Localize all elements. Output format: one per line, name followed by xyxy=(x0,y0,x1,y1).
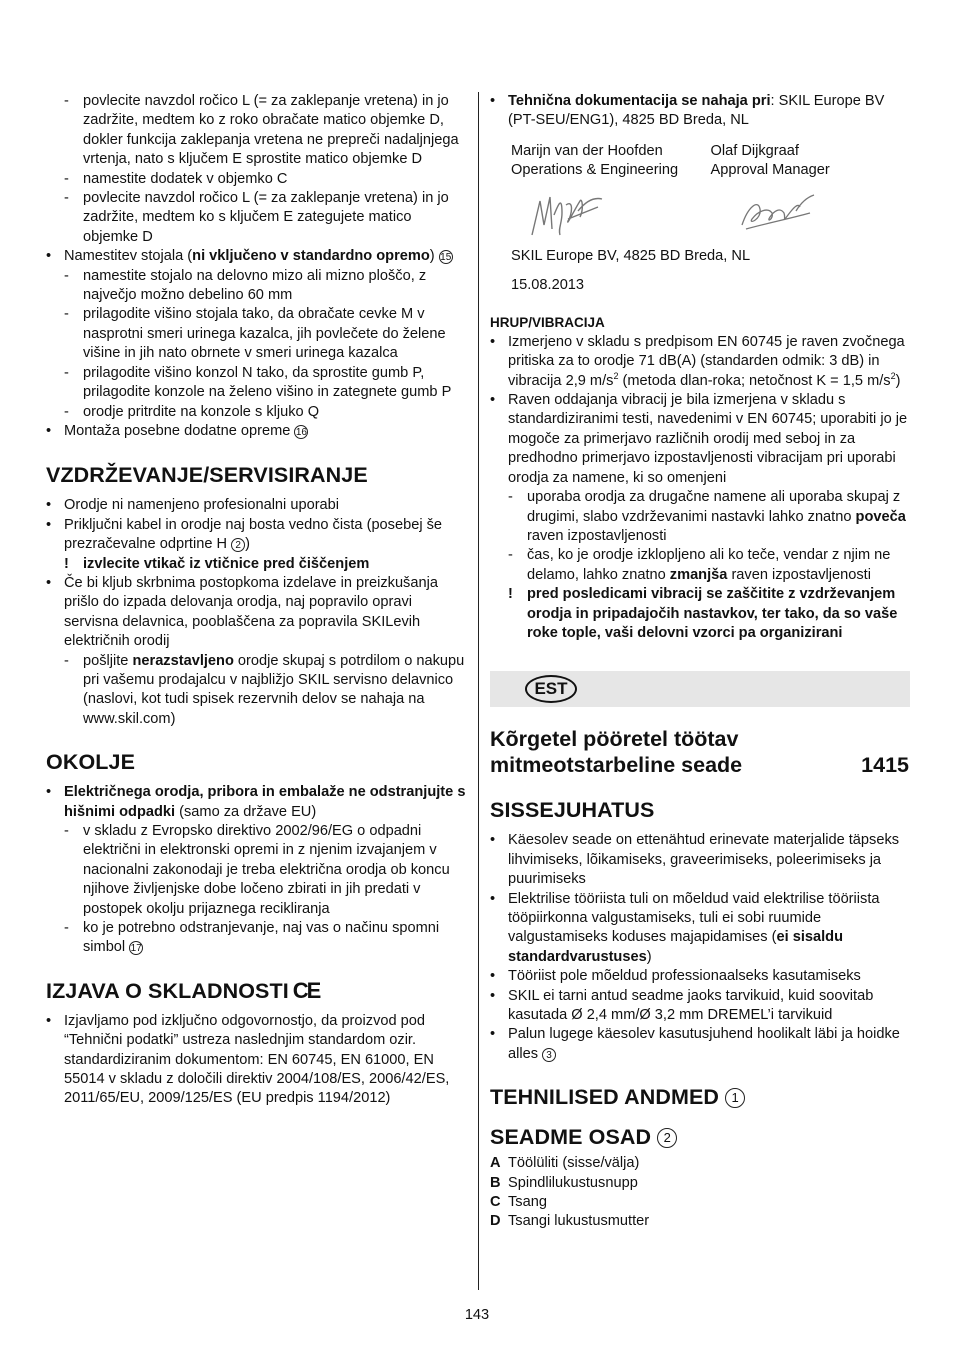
part-item: D Tsangi lukustusmutter xyxy=(490,1213,650,1230)
signature-images xyxy=(490,181,910,247)
section-heading-conformity: IZJAVA O SKLADNOSTI CE xyxy=(46,977,320,1003)
list-item: - pošljite nerazstavljeno orodje skupaj s potrdilom o nakupu pri vašemu prodajalcu v najbližjo SKIL servisno delavnico (naslovi, kot tudi spisek rezervnih delov se nahaja na www.skil.com) xyxy=(64,652,465,727)
list-item: • Izjavljamo pod izključno odgovornostjo, da proizvod pod “Tehnični podatki” ustreza naslednjim standardom ozir. standardiziranim dokumentom: EN 60745, EN 61000, EN 55014 v skladu z določili direktiv 2004/108/ES, 2006/42/ES, 2011/65/EU, 2009/125/ES (EU predpis 1194/2012) xyxy=(46,1012,450,1107)
figure-ref-icon: 1 xyxy=(725,1088,745,1108)
section-heading-noise: HRUP/VIBRACIJA xyxy=(490,315,605,331)
list-item: • Izmerjeno v skladu s predpisom EN 60745 je raven zvočnega pritiska za to orodje 71 dB(A) (standarden odmik: 3 dB) in vibracija 2,9 $m/s^2$ (metoda dlan-roka; netočnost K = 1,5 $m/s^2$) xyxy=(490,333,905,389)
list-item: - prilagodite višino stojala tako, da obračate cevke M v nasprotni smeri urinega kazalca, jih povlečete do želene višine in jih nato obrnete v smeri urinega kazalca xyxy=(64,306,446,362)
section-heading-intro: SISSEJUHATUS xyxy=(490,798,655,823)
signature-1-icon xyxy=(528,185,608,245)
signatory-2: Olaf Dijkgraaf Approval Manager xyxy=(710,142,830,179)
list-item: • Električnega orodja, pribora in embalaže ne odstranjujte s hišnimi odpadki (samo za države EU) xyxy=(46,784,466,820)
signatories xyxy=(511,142,910,181)
figure-ref-icon: 2 xyxy=(231,538,245,552)
list-item: - ko je potrebno odstranjevanje, naj vas o načinu spomni simbol 17 xyxy=(64,920,440,956)
list-item: • SKIL ei tarni antud seadme jaoks tarvikuid, kuid soovitab kasutada Ø 2,4 mm/Ø 3,2 mm DREMEL’i tarvikuid xyxy=(490,987,874,1023)
product-title: Kõrgetel pööretel töötav mitmeotstarbeline seade 1415 xyxy=(490,727,909,777)
section-heading-environment: OKOLJE xyxy=(46,750,136,775)
figure-ref-icon: 3 xyxy=(542,1048,556,1062)
ce-mark-icon: CE xyxy=(292,977,320,1003)
declaration-date: 15.08.2013 xyxy=(511,277,585,294)
list-item: • Orodje ni namenjeno profesionalni uporabi xyxy=(46,497,340,514)
page-number: 143 xyxy=(464,1307,490,1323)
list-item: - namestite stojalo na delovno mizo ali mizno ploščo, z največjo možno debelino 60 mm xyxy=(64,267,427,304)
list-item: • Tehnična dokumentacija se nahaja pri: SKIL Europe BV (PT-SEU/ENG1), 4825 BD Breda, NL xyxy=(490,93,885,129)
column-divider xyxy=(478,92,479,1290)
right-column xyxy=(490,92,910,1232)
figure-ref-icon: 2 xyxy=(657,1128,677,1148)
language-bar xyxy=(490,671,910,707)
section-heading-maintenance: VZDRŽEVANJE/SERVISIRANJE xyxy=(46,463,368,488)
list-item: - orodje pritrdite na konzole s kljuko Q xyxy=(64,403,320,420)
list-item: • Namestitev stojala (ni vključeno v standardno opremo) 15 xyxy=(46,248,452,265)
list-item: • Elektrilise tööriista tuli on mõeldud vaid elektrilise tööriista tööpiirkonna valgustamiseks, tuli ei sobi ruumide valgustamiseks koduses majapidamises (ei sisaldu standardvarustuses) xyxy=(490,890,880,965)
section-heading-parts: SEADME OSAD 2 xyxy=(490,1124,910,1150)
list-item: - namestite dodatek v objemko C xyxy=(64,170,288,187)
list-item: • Käesolev seade on ettenähtud erinevate materjalide täpseks lihvimiseks, lõikamiseks, graveerimiseks, poleerimiseks ja puurimiseks xyxy=(490,832,900,888)
list-item: • Priključni kabel in orodje naj bosta vedno čista (posebej še prezračevalne odprtine H 2 ) xyxy=(46,516,443,553)
list-item: • Raven oddajanja vibracij je bila izmerjena v skladu s standardiziranimi testi, navedenimi v EN 60745; uporabiti jo je mogoče za primerjavo različnih orodij med seboj in za predhodno primerjavo izpostavljenosti vibracijam pri uporabi orodja za namene, ki so omenjeni xyxy=(490,392,908,486)
signature-2-icon xyxy=(738,189,818,239)
company-address: SKIL Europe BV, 4825 BD Breda, NL xyxy=(511,247,751,264)
list-item: - uporaba orodja za drugačne namene ali uporaba skupaj z drugimi, slabo vzdrževanimi nastavki lahko znatno poveča raven izpostavljenosti xyxy=(508,489,906,544)
product-number: 1415 xyxy=(861,752,909,777)
list-item: - prilagodite višino konzol N tako, da sprostite gumb P, prilagodite konzole na želeno višino in zategnete gumb P xyxy=(64,364,452,401)
left-column xyxy=(46,92,466,1109)
part-item: A Töölüliti (sisse/välja) xyxy=(490,1155,640,1172)
figure-ref-icon: 16 xyxy=(295,426,307,438)
warning-item: ! izvlecite vtikač iz vtičnice pred čiščenjem xyxy=(64,555,370,572)
figure-ref-icon: 17 xyxy=(130,943,142,955)
list-item: • Če bi kljub skrbnima postopkoma izdelave in preizkušanja prišlo do izpada delovanja orodja, naj popravilo opravi servisna delavnica, pooblaščena za popravila SKILevih električnih orodij xyxy=(46,574,438,650)
list-item: - povlecite navzdol ročico L (= za zaklepanje vretena) in jo zadržite, medtem ko s ključem E zategujete matico objemke D xyxy=(64,190,449,245)
warning-item: ! pred posledicami vibracij se zaščitite z vzdrževanjem orodja in pripadajočih nastavkov, ter tako, da so vaše roke tople, vaši delovni vzorci pa organizirani xyxy=(508,586,898,641)
list-item: - povlecite navzdol ročico L (= za zaklepanje vretena) in jo zadržite, medtem ko z roko obračate matico objemke D, dokler funkcija zaklepanja vretena ne prepreči nadaljnjega vrtenja, nato s ključem E sprostite matico objemke D xyxy=(64,93,459,168)
figure-ref-icon: 15 xyxy=(440,252,452,264)
parts-list xyxy=(490,1154,910,1232)
list-item: • Montaža posebne dodatne opreme 16 xyxy=(46,422,307,439)
list-item: • Tööriist pole mõeldud professionaalseks kasutamiseks xyxy=(490,968,861,985)
list-item: • Palun lugege käesolev kasutusjuhend hoolikalt läbi ja hoidke alles 3 xyxy=(490,1026,900,1062)
part-item: C Tsang xyxy=(490,1194,547,1211)
list-item: - v skladu z Evropsko direktivo 2002/96/EG o odpadni električni in elektronski opremi in z njenim izvajanjem v nacionalni zakonodaji je treba električna orodja ob koncu njihove življenjske dobe ločeno zbirati in jih predati v postopek okolju prijaznega recikliranja xyxy=(64,823,450,917)
list-item: - čas, ko je orodje izklopljeno ali ko teče, vendar z njim ne delamo, lahko znatno zmanjša raven izpostavljenosti xyxy=(508,547,891,583)
language-badge: EST xyxy=(525,675,577,703)
section-heading-tech-data: TEHNILISED ANDMED 1 xyxy=(490,1084,910,1110)
part-item: B Spindlilukustusnupp xyxy=(490,1174,638,1191)
signatory-1: Marijn van der Hoofden Operations & Engineering xyxy=(511,142,679,179)
